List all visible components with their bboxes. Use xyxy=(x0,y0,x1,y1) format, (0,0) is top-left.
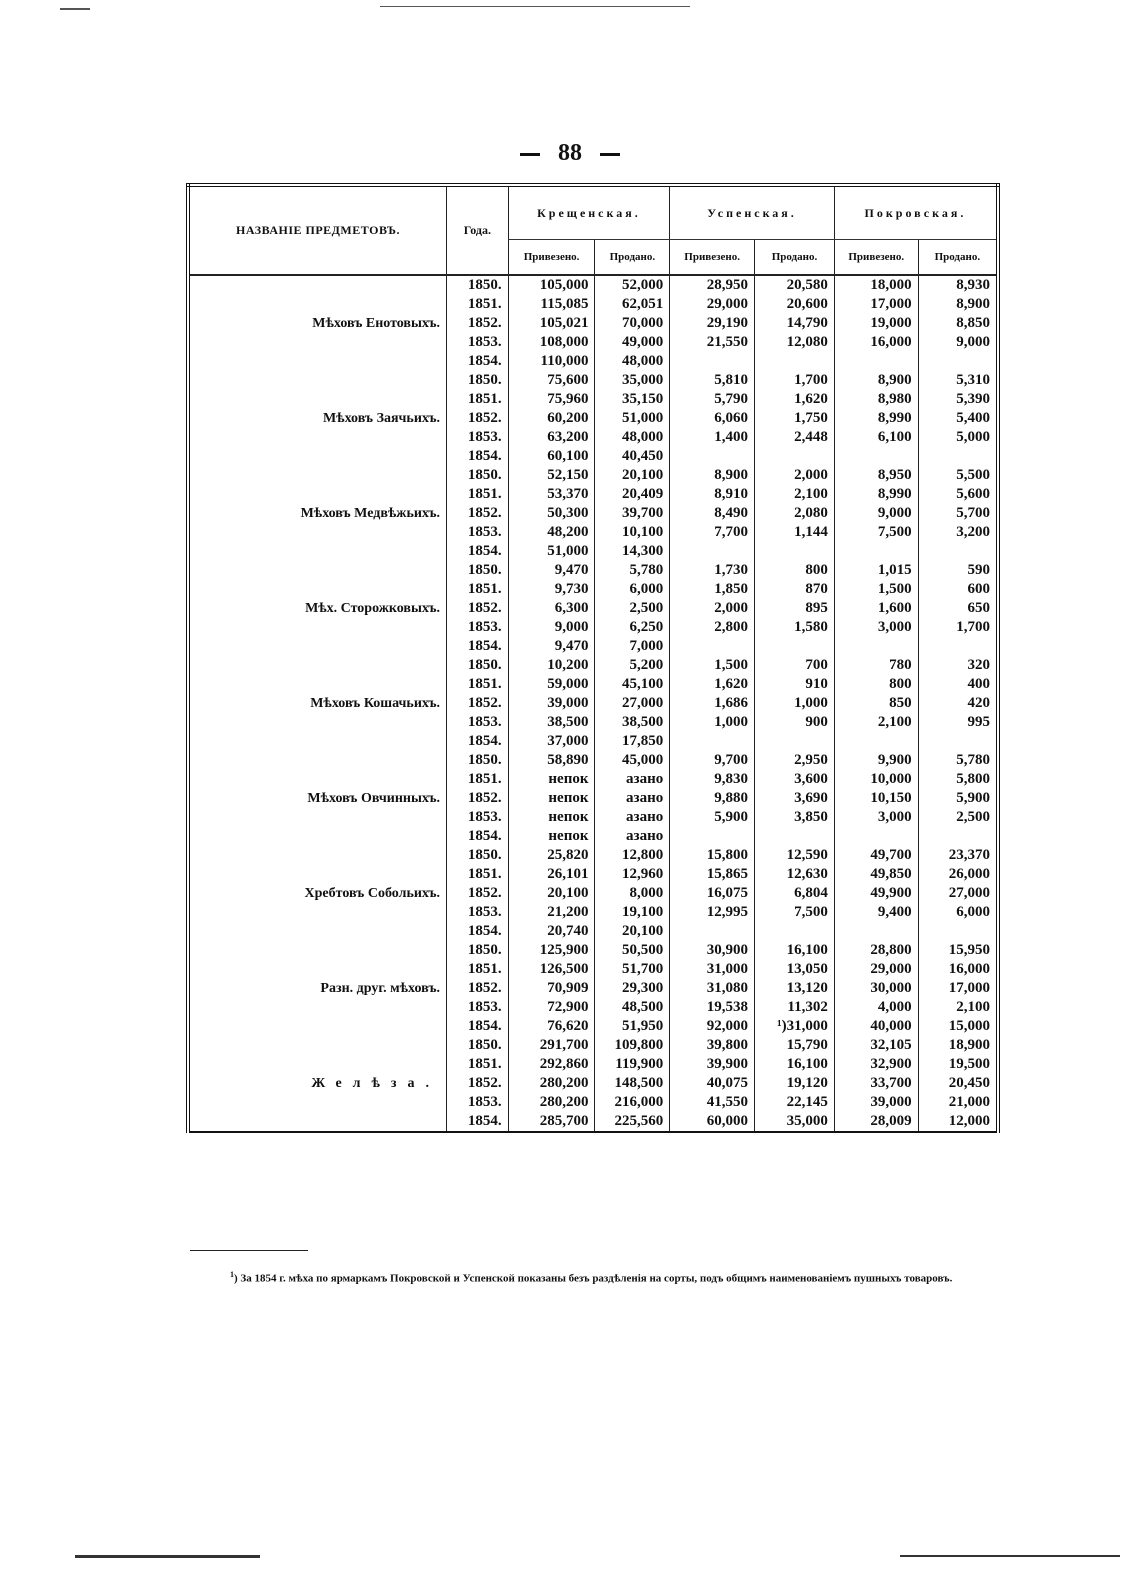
table-row xyxy=(188,846,998,941)
item-name: Мѣх. Сторожковыхъ. xyxy=(305,600,441,616)
pokr-priv-cell: 8,950 8,990 9,000 7,500 xyxy=(834,466,918,561)
footnote: $^1$) За 1854 г. мѣха по ярмаркамъ Покровской и Успенской показаны безъ раздѣленія на сорты, подъ общимъ наименованіемъ пушныхъ товаровъ. xyxy=(230,1270,953,1285)
years-cell: 1850. 1851. 1852. 1853. 1854. xyxy=(447,371,509,466)
kresh-priv-cell: 125,900 126,500 70,909 72,900 76,620 xyxy=(508,941,595,1036)
kresh-prod-cell: 5,200 45,100 27,000 38,500 17,850 xyxy=(595,656,670,751)
usp-prod-cell: 1,700 1,620 1,750 2,448 xyxy=(755,371,835,466)
header-usp-brought: Привезено. xyxy=(670,240,755,276)
usp-prod-cell: 20,580 20,600 14,790 12,080 xyxy=(755,275,835,371)
pokr-prod-cell: 5,780 5,800 5,900 2,500 xyxy=(918,751,998,846)
pokr-prod-cell: 8,930 8,900 8,850 9,000 xyxy=(918,275,998,371)
kresh-prod-cell: 109,800 119,900 148,500 216,000 225,560 xyxy=(595,1036,670,1132)
item-name: Мѣховъ Заячьихъ. xyxy=(322,410,441,426)
usp-priv-cell: 8,900 8,910 8,490 7,700 xyxy=(670,466,755,561)
usp-priv-cell: 15,800 15,865 16,075 12,995 xyxy=(670,846,755,941)
pokr-priv-cell: 32,105 32,900 33,700 39,000 28,009 xyxy=(834,1036,918,1132)
dash-right xyxy=(600,153,620,156)
header-pokr-brought: Привезено. xyxy=(834,240,918,276)
kresh-priv-cell: 105,000 115,085 105,021 108,000 110,000 xyxy=(508,275,595,371)
usp-prod-cell: 15,790 16,100 19,120 22,145 35,000 xyxy=(755,1036,835,1132)
pokr-priv-cell: 49,700 49,850 49,900 9,400 xyxy=(834,846,918,941)
dash-left xyxy=(520,153,540,156)
usp-priv-cell: 9,700 9,830 9,880 5,900 xyxy=(670,751,755,846)
table-row xyxy=(188,275,998,371)
pokr-prod-cell: 23,370 26,000 27,000 6,000 xyxy=(918,846,998,941)
usp-priv-cell: 30,900 31,000 31,080 19,538 92,000 xyxy=(670,941,755,1036)
table-row xyxy=(188,561,998,656)
kresh-priv-cell: 52,150 53,370 50,300 48,200 51,000 xyxy=(508,466,595,561)
years-cell: 1850. 1851. 1852. 1853. 1854. xyxy=(447,751,509,846)
item-name: Хребтовъ Собольихъ. xyxy=(304,885,441,901)
years-cell: 1850. 1851. 1852. 1853. 1854. xyxy=(447,846,509,941)
scan-artifact xyxy=(75,1555,260,1558)
pokr-prod-cell: 5,500 5,600 5,700 3,200 xyxy=(918,466,998,561)
header-pokrovskaya: Покровская. xyxy=(834,185,998,240)
pokr-priv-cell: 780 800 850 2,100 xyxy=(834,656,918,751)
header-uspenskaya: Успенская. xyxy=(670,185,835,240)
item-name: Разн. друг. мѣховъ. xyxy=(320,980,441,996)
usp-priv-cell: 5,810 5,790 6,060 1,400 xyxy=(670,371,755,466)
pokr-prod-cell: 5,310 5,390 5,400 5,000 xyxy=(918,371,998,466)
pokr-priv-cell: 18,000 17,000 19,000 16,000 xyxy=(834,275,918,371)
usp-prod-cell: 700 910 1,000 900 xyxy=(755,656,835,751)
usp-prod-cell: 800 870 895 1,580 xyxy=(755,561,835,656)
page-number: 88 xyxy=(0,140,1140,167)
header-usp-sold: Продано. xyxy=(755,240,835,276)
table-body xyxy=(188,275,998,1132)
pokr-priv-cell: 1,015 1,500 1,600 3,000 xyxy=(834,561,918,656)
table-row xyxy=(188,371,998,466)
usp-prod-cell: 2,950 3,600 3,690 3,850 xyxy=(755,751,835,846)
table-row xyxy=(188,1036,998,1132)
item-name: Мѣховъ Овчинныхъ. xyxy=(307,790,441,806)
scan-artifact xyxy=(60,8,90,10)
usp-priv-cell: 39,800 39,900 40,075 41,550 60,000 xyxy=(670,1036,755,1132)
kresh-prod-cell: 45,000 азано азано азано азано xyxy=(595,751,670,846)
header-year: Года. xyxy=(447,185,509,275)
pokr-prod-cell: 15,950 16,000 17,000 2,100 15,000 xyxy=(918,941,998,1036)
kresh-priv-cell: 291,700 292,860 280,200 280,200 285,700 xyxy=(508,1036,595,1132)
header-pokr-sold: Продано. xyxy=(918,240,998,276)
item-name: Мѣховъ Кошачьихъ. xyxy=(310,695,441,711)
kresh-prod-cell: 35,000 35,150 51,000 48,000 40,450 xyxy=(595,371,670,466)
usp-prod-cell: 2,000 2,100 2,080 1,144 xyxy=(755,466,835,561)
table-row xyxy=(188,466,998,561)
usp-prod-cell: 12,590 12,630 6,804 7,500 xyxy=(755,846,835,941)
kresh-prod-cell: 12,800 12,960 8,000 19,100 20,100 xyxy=(595,846,670,941)
footnote-rule xyxy=(190,1250,308,1251)
years-cell: 1850. 1851. 1852. 1853. 1854. xyxy=(447,656,509,751)
usp-priv-cell: 1,730 1,850 2,000 2,800 xyxy=(670,561,755,656)
item-name: Мѣховъ Енотовыхъ. xyxy=(312,315,441,331)
table-row xyxy=(188,656,998,751)
pokr-prod-cell: 590 600 650 1,700 xyxy=(918,561,998,656)
pokr-priv-cell: 9,900 10,000 10,150 3,000 xyxy=(834,751,918,846)
kresh-priv-cell: 58,890 непок непок непок непок xyxy=(508,751,595,846)
scan-artifact xyxy=(900,1555,1120,1557)
fair-trade-table xyxy=(186,183,1000,1133)
kresh-prod-cell: 5,780 6,000 2,500 6,250 7,000 xyxy=(595,561,670,656)
pokr-prod-cell: 18,900 19,500 20,450 21,000 12,000 xyxy=(918,1036,998,1132)
table-row xyxy=(188,941,998,1036)
years-cell: 1850. 1851. 1852. 1853. 1854. xyxy=(447,466,509,561)
kresh-prod-cell: 50,500 51,700 29,300 48,500 51,950 xyxy=(595,941,670,1036)
years-cell: 1850. 1851. 1852. 1853. 1854. xyxy=(447,275,509,371)
item-name: Мѣховъ Медвѣжьихъ. xyxy=(300,505,441,521)
scan-artifact xyxy=(380,6,690,7)
item-name: Желѣза. xyxy=(311,1075,441,1091)
header-kresh-brought: Привезено. xyxy=(508,240,595,276)
kresh-priv-cell: 10,200 59,000 39,000 38,500 37,000 xyxy=(508,656,595,751)
pokr-priv-cell: 28,800 29,000 30,000 4,000 40,000 xyxy=(834,941,918,1036)
kresh-priv-cell: 75,600 75,960 60,200 63,200 60,100 xyxy=(508,371,595,466)
header-item-name: НАЗВАНІЕ ПРЕДМЕТОВЪ. xyxy=(188,185,447,275)
years-cell: 1850. 1851. 1852. 1853. 1854. xyxy=(447,1036,509,1132)
pokr-prod-cell: 320 400 420 995 xyxy=(918,656,998,751)
header-kreshchenskaya: Крещенская. xyxy=(508,185,670,240)
years-cell: 1850. 1851. 1852. 1853. 1854. xyxy=(447,941,509,1036)
kresh-priv-cell: 25,820 26,101 20,100 21,200 20,740 xyxy=(508,846,595,941)
usp-priv-cell: 1,500 1,620 1,686 1,000 xyxy=(670,656,755,751)
usp-prod-cell: 16,100 13,050 13,120 11,302 ¹)31,000 xyxy=(755,941,835,1036)
pokr-priv-cell: 8,900 8,980 8,990 6,100 xyxy=(834,371,918,466)
kresh-priv-cell: 9,470 9,730 6,300 9,000 9,470 xyxy=(508,561,595,656)
usp-priv-cell: 28,950 29,000 29,190 21,550 xyxy=(670,275,755,371)
kresh-prod-cell: 52,000 62,051 70,000 49,000 48,000 xyxy=(595,275,670,371)
header-kresh-sold: Продано. xyxy=(595,240,670,276)
years-cell: 1850. 1851. 1852. 1853. 1854. xyxy=(447,561,509,656)
kresh-prod-cell: 20,100 20,409 39,700 10,100 14,300 xyxy=(595,466,670,561)
table-row xyxy=(188,751,998,846)
